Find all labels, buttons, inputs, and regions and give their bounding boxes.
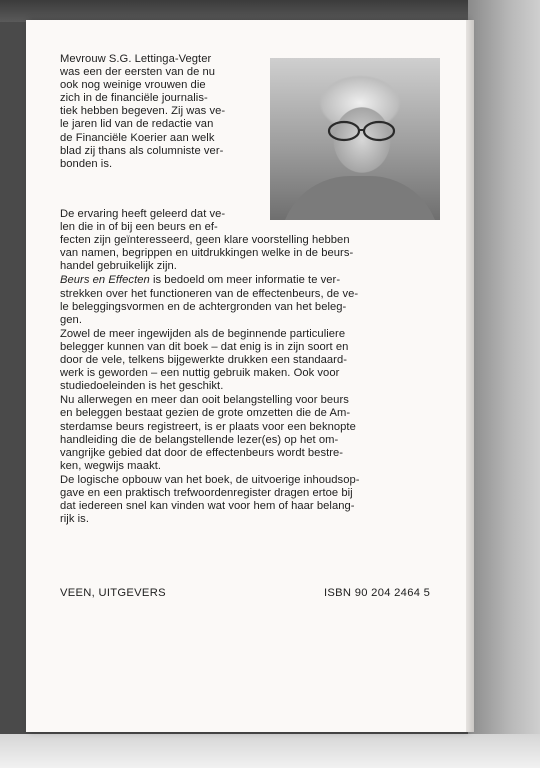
text-line: studiedoeleinden is het geschikt. [60,380,224,393]
glasses-shape [324,120,402,142]
text-line: Nu allerwegen en meer dan ooit belangstelling voor beurs [60,394,349,407]
text-line: van namen, begrippen en uitdrukkingen welke in de beurs- [60,247,354,260]
book-spine-edge [466,20,474,732]
text-line: sterdamse beurs registreert, is er plaats voor een beknopte [60,420,356,433]
text-line: Zowel de meer ingewijden als de beginnende particuliere [60,327,346,340]
text-line: dat iedereen snel kan vinden wat voor hem of haar belang- [60,500,355,513]
text-line: handel gebruikelijk zijn. [60,260,177,273]
author-photo [270,58,440,220]
text-line: rijk is. [60,513,89,526]
text-line: gen. [60,313,82,326]
isbn-number: ISBN 90 204 2464 5 [324,587,431,599]
paragraph-interest [60,394,440,473]
text-line: De logische opbouw van het boek, de uitvoerige inhoudsop- [60,473,360,486]
text-line: len die in of bij een beurs en ef- [60,221,218,234]
text-line: handleiding die de belangstellende lezer(es) op het om- [60,433,339,446]
bio-line: Mevrouw S.G. Lettinga-Vegter [60,53,212,65]
bio-line: zich in de financiële journalis- [60,92,208,105]
bio-line: was een der eersten van de nu [60,66,216,79]
publisher-name: VEEN, UITGEVERS [60,587,166,599]
bio-line: tiek hebben begeven. Zij was ve- [60,105,226,118]
bio-line: ook nog weinige vrouwen die [60,79,206,92]
bio-line: bonden is. [60,157,113,170]
paragraph-structure [60,474,440,526]
text-line: strekken over het functioneren van de effectenbeurs, de ve- [60,287,359,300]
blurb-body [60,208,440,527]
text-line: le beleggingsvormen en de achtergronden van het beleg- [60,300,347,313]
author-bio [60,53,270,171]
bio-line: le jaren lid van de redactie van [60,118,214,131]
text-line: fecten zijn geïnteresseerd, geen klare voorstelling hebben [60,234,350,247]
text-fragment: is bedoeld om meer informatie te ver- [149,274,341,287]
text-line: en beleggen bestaat gezien de grote omzetten die de Am- [60,407,351,420]
scan-backdrop-bottom [0,734,540,768]
paragraph-purpose [60,274,440,326]
text-line: belegger kunnen van dit boek – dat enig is in zijn soort en [60,340,349,353]
text-line: werk is geworden – een nuttig gebruik maken. Ook voor [60,367,340,380]
text-line: door de vele, telkens bijgewerkte drukken een standaard- [60,354,348,367]
text-line: gave en een praktisch trefwoordenregister dragen ertoe bij [60,486,353,499]
scan-backdrop-top [0,0,540,22]
text-line: vangrijke gebied dat door de effectenbeurs wordt bestre- [60,446,344,459]
text-line [60,274,440,287]
paragraph-experience [60,208,440,273]
text-line: ken, wegwijs maakt. [60,459,162,472]
book-title: Beurs en Effecten [60,274,150,287]
paragraph-audience [60,328,440,393]
bio-line: de Financiële Koerier aan welk [60,131,215,144]
bio-line: blad zij thans als columniste ver- [60,144,224,157]
scan-backdrop-right [468,0,540,768]
text-line: De ervaring heeft geleerd dat ve- [60,208,226,220]
